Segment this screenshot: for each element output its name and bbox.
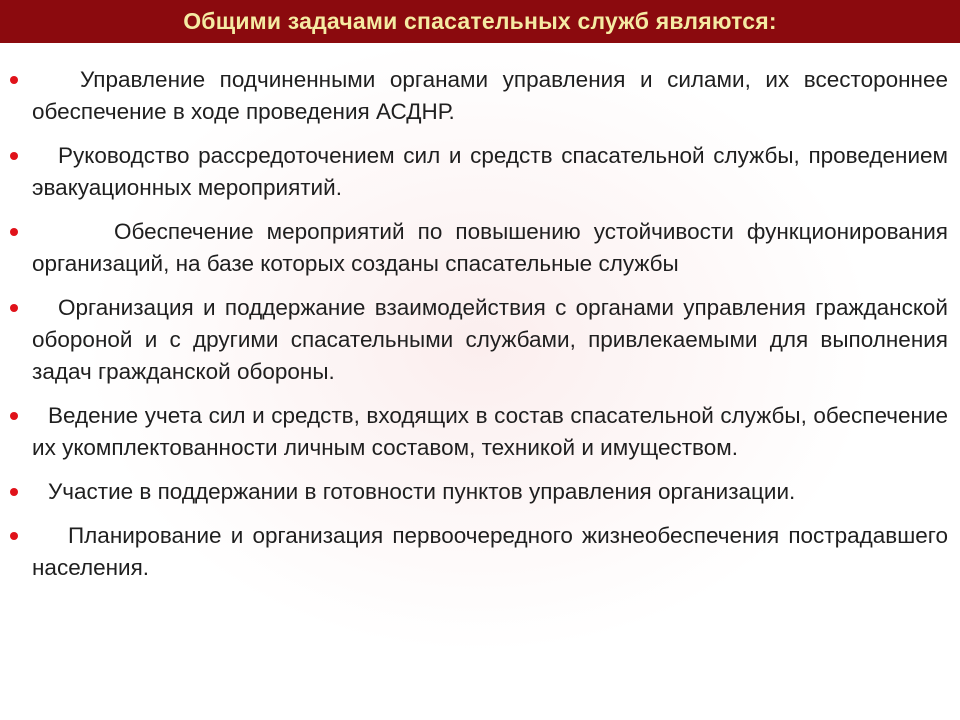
page-title: Общими задачами спасательных служб являются: bbox=[183, 8, 777, 34]
bullet-icon bbox=[10, 152, 18, 160]
list-item-text: Организация и поддержание взаимодействия с органами управления гражданской обороной и с другими спасательными службами, привлекаемыми для выполнения задач гражданской обороны. bbox=[32, 295, 948, 384]
task-list bbox=[0, 64, 960, 596]
bullet-icon bbox=[10, 304, 18, 312]
bullet-icon bbox=[10, 532, 18, 540]
list-item-text: Участие в поддержании в готовности пунктов управления организации. bbox=[48, 479, 796, 504]
list-item-text: Обеспечение мероприятий по повышению устойчивости функционирования организаций, на базе которых созданы спасательные службы bbox=[32, 219, 948, 276]
list-item bbox=[0, 292, 960, 388]
list-item bbox=[0, 140, 960, 204]
list-item-text: Руководство рассредоточением сил и средств спасательной службы, проведением эвакуационных мероприятий. bbox=[32, 143, 948, 200]
list-item bbox=[0, 64, 960, 128]
title-bar bbox=[0, 0, 960, 43]
list-item-text: Ведение учета сил и средств, входящих в состав спасательной службы, обеспечение их укомплектованности личным составом, техникой и имуществом. bbox=[32, 403, 948, 460]
bullet-icon bbox=[10, 76, 18, 84]
list-item-text: Управление подчиненными органами управления и силами, их всестороннее обеспечение в ходе проведения АСДНР. bbox=[32, 67, 948, 124]
list-item bbox=[0, 520, 960, 584]
list-item bbox=[0, 400, 960, 464]
list-item-text: Планирование и организация первоочередного жизнеобеспечения пострадавшего населения. bbox=[32, 523, 948, 580]
list-item bbox=[0, 216, 960, 280]
bullet-icon bbox=[10, 488, 18, 496]
list-item bbox=[0, 476, 960, 508]
bullet-icon bbox=[10, 412, 18, 420]
bullet-icon bbox=[10, 228, 18, 236]
